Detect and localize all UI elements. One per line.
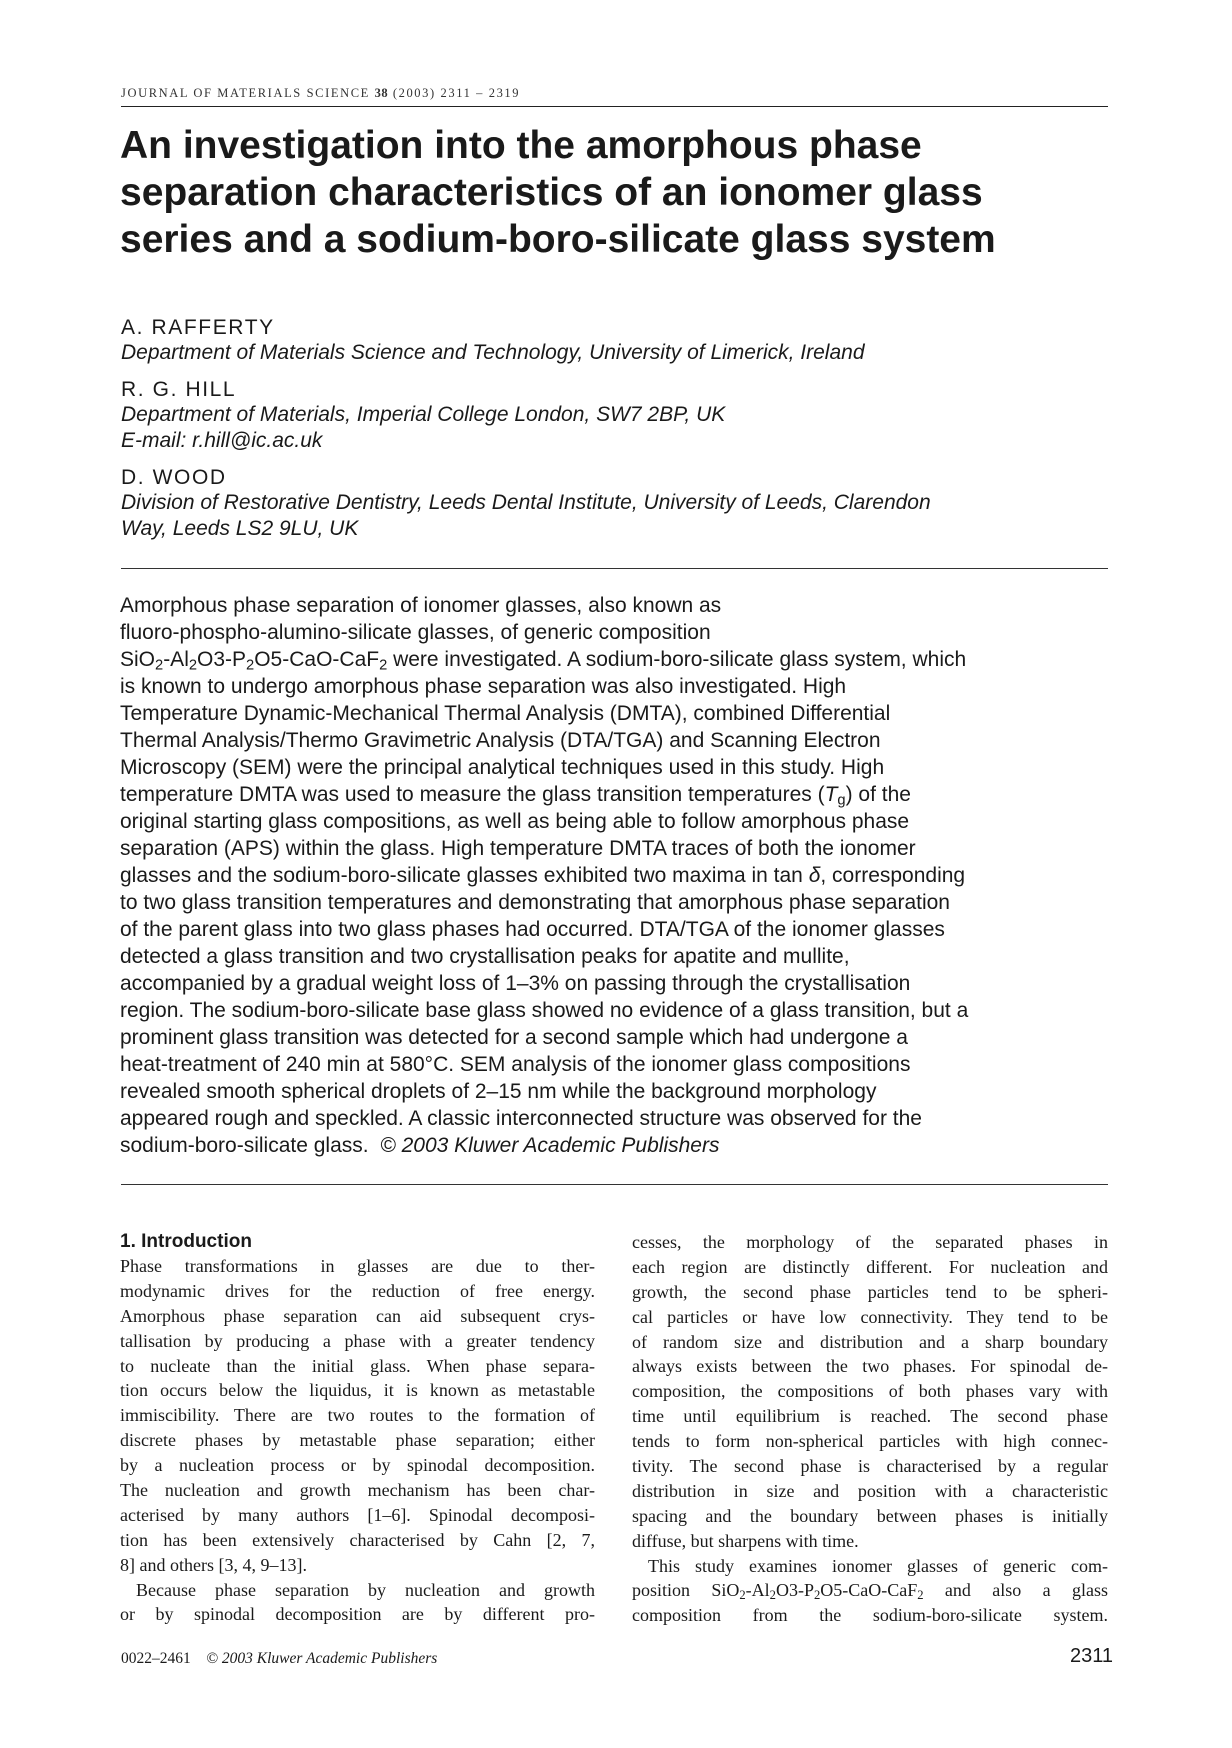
header-rule <box>121 106 1108 107</box>
section-rule <box>121 1184 1108 1185</box>
body-line: tion occurs below the liquidus, it is known as metastable <box>120 1380 595 1401</box>
author-affiliation: Division of Restorative Dentistry, Leeds Dental Institute, University of Leeds, Clarendon <box>121 491 931 514</box>
abstract-line: Amorphous phase separation of ionomer glasses, also known as <box>120 594 722 617</box>
body-line: tends to form non-spherical particles with high connec- <box>632 1431 1108 1452</box>
body-line: immiscibility. There are two routes to the formation of <box>120 1405 595 1426</box>
abstract-line: heat-treatment of 240 min at 580°C. SEM analysis of the ionomer glass compositions <box>120 1053 911 1076</box>
author-name: A. RAFFERTY <box>121 316 275 339</box>
body-line: growth, the second phase particles tend to be spheri- <box>632 1281 1108 1302</box>
body-line: spacing and the boundary between phases is initially <box>632 1505 1108 1526</box>
abstract-line: $SiO_2-Al_2O3-P_2O5-CaO-CaF_2$ were investigated. A sodium-boro-silicate glass system, which <box>120 648 967 674</box>
body-line: Amorphous phase separation can aid subsequent crys- <box>120 1305 595 1326</box>
author-name: D. WOOD <box>121 466 227 489</box>
abstract-line: prominent glass transition was detected for a second sample which had undergone a <box>120 1026 908 1049</box>
body-line: to nucleate than the initial glass. When phase separa- <box>120 1355 595 1376</box>
body-line: Phase transformations in glasses are due to ther- <box>120 1256 595 1276</box>
body-line: tivity. The second phase is characterised by a regular <box>632 1456 1108 1477</box>
body-line: position $SiO_2-Al_2O3-P_2O5-CaO-CaF_2$ and also a glass <box>632 1580 1108 1603</box>
body-line: modynamic drives for the reduction of free energy. <box>120 1280 595 1301</box>
abstract-line: sodium-boro-silicate glass. <box>120 1134 369 1157</box>
body-line: tion has been extensively characterised by Cahn [2, 7, <box>120 1529 595 1550</box>
abstract-line: Microscopy (SEM) were the principal analytical techniques used in this study. High <box>120 756 885 779</box>
title-line: series and a sodium-boro-silicate glass system <box>120 218 996 261</box>
body-line: time until equilibrium is reached. The second phase <box>632 1406 1108 1427</box>
body-line: The nucleation and growth mechanism has been char- <box>120 1480 595 1501</box>
page-number: 2311 <box>1070 1645 1114 1667</box>
journal-header <box>121 86 520 101</box>
journal-volume: 38 <box>374 86 389 100</box>
body-line: or by spinodal decomposition are by different pro- <box>120 1604 595 1625</box>
author-name: R. G. HILL <box>121 378 237 401</box>
body-line: of random size and distribution and a sharp boundary <box>632 1331 1108 1352</box>
abstract-line: fluoro-phospho-alumino-silicate glasses, of generic composition <box>120 621 711 644</box>
body-line: Because phase separation by nucleation and growth <box>136 1579 595 1600</box>
author-affiliation: Department of Materials Science and Technology, University of Limerick, Ireland <box>121 341 865 364</box>
abstract-last-line <box>120 1132 1110 1159</box>
body-line: tallisation by producing a phase with a greater tendency <box>120 1330 595 1351</box>
body-line: composition from the sodium-boro-silicate system. <box>632 1605 1108 1626</box>
journal-year-pages: (2003) 2311 – 2319 <box>392 86 521 100</box>
footer <box>121 1650 437 1668</box>
footer-issn: 0022–2461 <box>121 1650 191 1667</box>
abstract-line: revealed smooth spherical droplets of 2–15 nm while the background morphology <box>120 1080 877 1103</box>
body-line: This study examines ionomer glasses of generic com- <box>648 1555 1108 1576</box>
abstract-line: separation (APS) within the glass. High temperature DMTA traces of both the ionomer <box>120 837 916 860</box>
author-affiliation: Way, Leeds LS2 9LU, UK <box>121 517 359 540</box>
body-line: each region are distinctly different. For nucleation and <box>632 1256 1108 1277</box>
title-line: An investigation into the amorphous phase <box>120 124 922 167</box>
body-line: composition, the compositions of both phases vary with <box>632 1381 1108 1402</box>
body-line: distribution in size and position with a characteristic <box>632 1480 1108 1501</box>
body-line: discrete phases by metastable phase separation; either <box>120 1430 595 1451</box>
abstract-line: original starting glass compositions, as well as being able to follow amorphous phase <box>120 810 910 833</box>
abstract-line: glasses and the sodium-boro-silicate glasses exhibited two maxima in tan δ, corresponding <box>120 864 966 887</box>
abstract-line: of the parent glass into two glass phases had occurred. DTA/TGA of the ionomer glasses <box>120 918 945 941</box>
abstract-line: is known to undergo amorphous phase separation was also investigated. High <box>120 675 847 698</box>
abstract-line: Temperature Dynamic-Mechanical Thermal Analysis (DMTA), combined Differential <box>120 702 891 725</box>
section-rule <box>121 568 1108 569</box>
section-heading: 1. Introduction <box>120 1231 252 1252</box>
paper-title <box>120 122 1110 263</box>
left-column <box>120 1230 595 1627</box>
abstract-line: appeared rough and speckled. A classic interconnected structure was observed for the <box>120 1107 922 1130</box>
journal-name: JOURNAL OF MATERIALS SCIENCE <box>121 86 370 100</box>
right-column <box>632 1230 1108 1628</box>
body-line: cal particles or have low connectivity. They tend to be <box>632 1306 1108 1327</box>
body-line: acterised by many authors [1–6]. Spinodal decomposi- <box>120 1504 595 1525</box>
footer-copyright: © 2003 Kluwer Academic Publishers <box>206 1650 438 1667</box>
body-line: 8] and others [3, 4, 9–13]. <box>120 1554 307 1575</box>
title-line: separation characteristics of an ionomer glass <box>120 171 983 214</box>
abstract-line: to two glass transition temperatures and demonstrating that amorphous phase separation <box>120 891 950 914</box>
abstract-line: accompanied by a gradual weight loss of 1–3% on passing through the crystallisation <box>120 972 911 995</box>
body-line: diffuse, but sharpens with time. <box>632 1530 859 1551</box>
abstract-line: detected a glass transition and two crystallisation peaks for apatite and mullite, <box>120 945 850 968</box>
abstract <box>120 592 1110 1159</box>
body-line: cesses, the morphology of the separated phases in <box>632 1232 1108 1252</box>
abstract-line: region. The sodium-boro-silicate base glass showed no evidence of a glass transition, but a <box>120 999 969 1022</box>
abstract-line: temperature DMTA was used to measure the glass transition temperatures $(T_g)$ of the <box>120 783 911 809</box>
abstract-copyright: © 2003 Kluwer Academic Publishers <box>380 1134 720 1157</box>
body-line: by a nucleation process or by spinodal decomposition. <box>120 1455 595 1476</box>
author-affiliation: Department of Materials, Imperial College London, SW7 2BP, UK <box>121 403 726 426</box>
abstract-line: Thermal Analysis/Thermo Gravimetric Analysis (DTA/TGA) and Scanning Electron <box>120 729 881 752</box>
author-email: E-mail: r.hill@ic.ac.uk <box>121 429 323 452</box>
body-line: always exists between the two phases. For spinodal de- <box>632 1356 1108 1377</box>
